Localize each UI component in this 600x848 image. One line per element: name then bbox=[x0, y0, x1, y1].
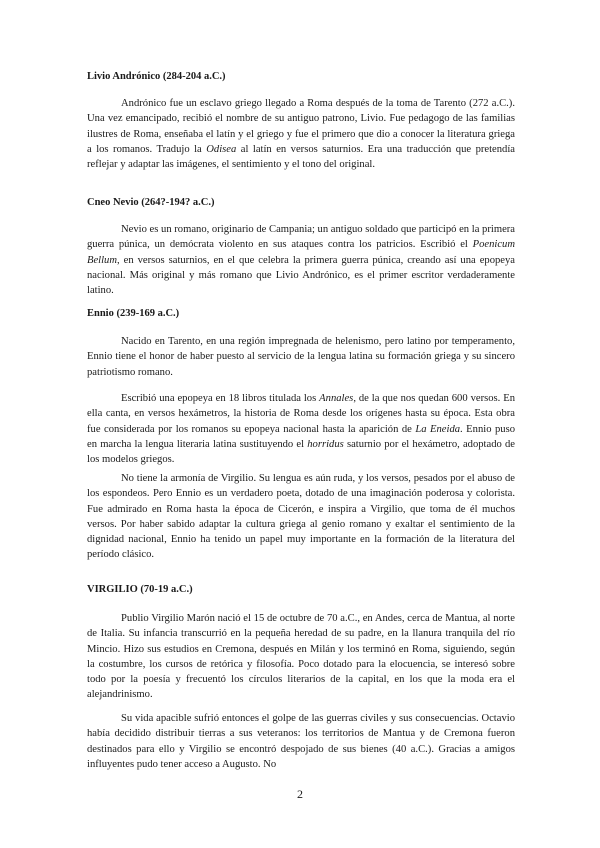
paragraph-virgilio-2: Su vida apacible sufrió entonces el golpe de las guerras civiles y sus consecuencias. Octavio había decidido distribuir tierras a sus veteranos: los territorios de Mantua y de Cremona fueron destinados para ello y Virgilio se encontró despojado de sus bienes (40 a.C.). Gracias a amigos influyentes pudo tener acceso a Augusto. No bbox=[87, 713, 515, 770]
italic-run: horridus bbox=[307, 438, 344, 450]
italic-run: Poenicum Bellum bbox=[87, 239, 515, 266]
paragraph-ennio-3: No tiene la armonía de Virgilio. Su lengua es aún ruda, y los versos, pesados por el abuso de los espondeos. Pero Ennio es un verdadero poeta, dotado de una imaginación poderosa y colorista. Fue admirado en Roma hasta la época de Cicerón, e inspira a Virgilio, que toma de él muchos versos. Por haber sabido adaptar la cultura griega al genio romano y exaltar el sentimiento de la dignidad nacional, Ennio ha tenido un papel muy importante en la formación de la literatura del período clásico. bbox=[87, 473, 515, 561]
heading-nevio: Cneo Nevio (264?-194? a.C.) bbox=[87, 197, 215, 208]
heading-virgilio: VIRGILIO (70-19 a.C.) bbox=[87, 584, 193, 595]
text-run: , de la que nos quedan 600 versos. En ella canta, en versos hexámetros, la historia de Roma desde los orígenes hasta su época. Esta obra fue considerada por los romanos su epopeya nacional hasta la aparición de bbox=[87, 393, 515, 435]
page-number: 2 bbox=[297, 787, 303, 801]
heading-livio: Livio Andrónico (284-204 a.C.) bbox=[87, 71, 226, 82]
italic-run: Annales bbox=[319, 393, 354, 404]
paragraph-nevio-1 bbox=[87, 222, 515, 298]
paragraph-ennio-2 bbox=[87, 391, 515, 467]
italic-run: Odisea bbox=[206, 143, 237, 155]
text-run: , en versos saturnios, en el que celebra la primera guerra púnica, creando así una epopeya nacional. Más original y más romano que Livio Andrónico, es el primer escritor verdaderamente latino. bbox=[87, 254, 515, 297]
text-run: Nevio es un romano, originario de Campania; un antiguo soldado que participó en la primera guerra púnica, un demócrata violento en sus ataques contra los patricios. Escribió el bbox=[87, 224, 515, 251]
text-run: saturnio por el hexámetro, adoptado de los modelos griegos. bbox=[87, 438, 515, 466]
text-run: Andrónico fue un esclavo griego llegado a Roma después de la toma de Tarento (272 a.C.). Una vez emancipado, recibió el nombre de su antiguo patrono, Livio. Fue pedagogo de las familias ilustres de Roma, enseñaba el latín y el griego y fue el primero que dio a conocer la literatura griega a los romanos. Tradujo la bbox=[87, 98, 515, 155]
text-run: Escribió una epopeya en 18 libros titulada los bbox=[121, 393, 320, 404]
paragraph-livio-1 bbox=[87, 96, 515, 172]
text-run: . Ennio puso en marcha la lengua literaria latina sustituyendo el bbox=[87, 423, 515, 450]
heading-ennio: Ennio (239-169 a.C.) bbox=[87, 308, 180, 319]
italic-run: La Eneida bbox=[415, 423, 461, 435]
paragraph-ennio-1: Nacido en Tarento, en una región impregnada de helenismo, pero latino por temperamento, Ennio tiene el honor de haber puesto al servicio de la lengua latina su formación griega y su sincero patriotismo romano. bbox=[87, 336, 515, 378]
paragraph-virgilio-1: Publio Virgilio Marón nació el 15 de octubre de 70 a.C., en Andes, cerca de Mantua, al norte de Italia. Su infancia transcurrió en la pequeña heredad de su padre, en la llanura tranquila del río Mincio. Hizo sus estudios en Cremona, después en Milán y los terminó en Roma, siguiendo, según la costumbre, los cursos de retórica y filosofía. Poco dotado para la elocuencia, se interesó sobre todo por la poesía y frecuentó los círculos literarios de la capital, en los que la moda era el alejandrinismo. bbox=[87, 613, 515, 701]
text-run: al latín en versos saturnios. Era una traducción que pretendía reflejar y adaptar las imágenes, el sentimiento y el tono del original. bbox=[87, 143, 515, 171]
